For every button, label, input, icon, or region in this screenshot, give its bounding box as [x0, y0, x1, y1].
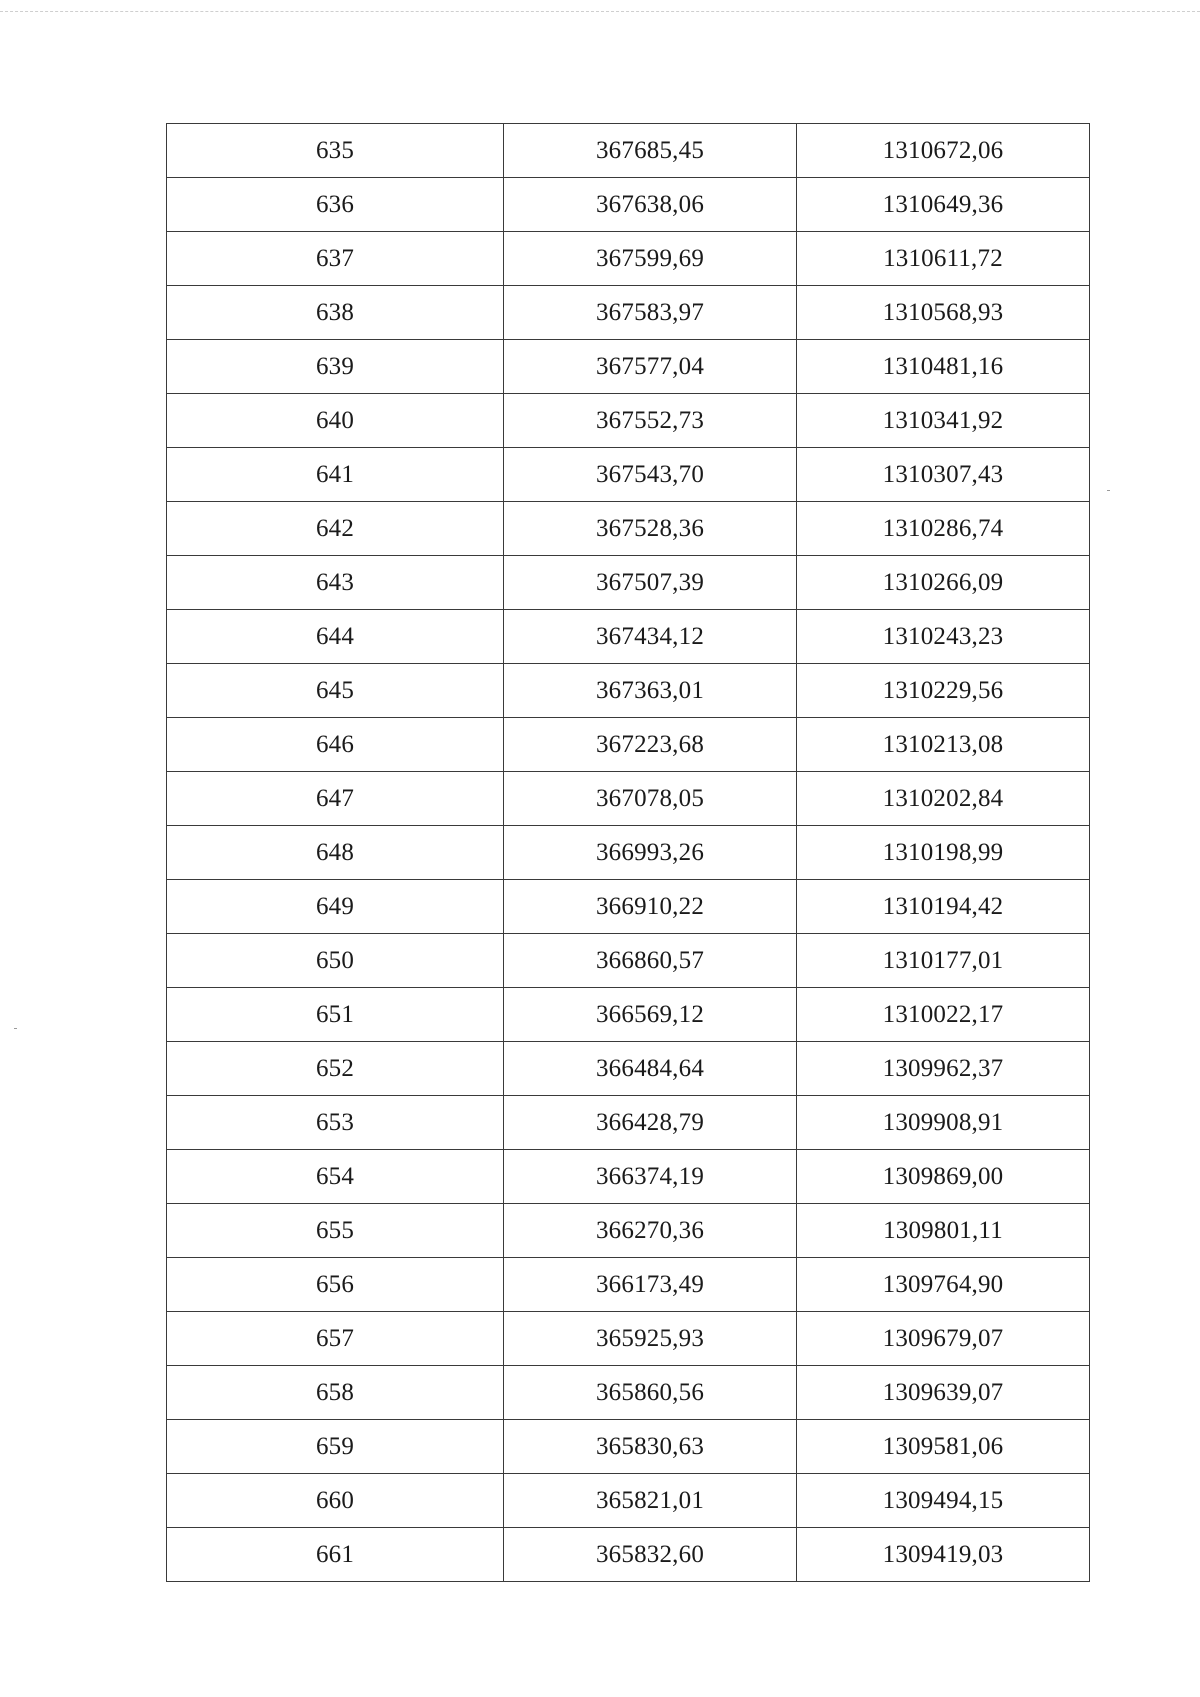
- table-row: [167, 772, 1090, 826]
- point-number-cell: 651: [167, 988, 504, 1042]
- table-row: [167, 988, 1090, 1042]
- y-coordinate-cell: 1309801,11: [797, 1204, 1090, 1258]
- y-coordinate-cell: 1310481,16: [797, 340, 1090, 394]
- y-coordinate-cell: 1310198,99: [797, 826, 1090, 880]
- y-coordinate-cell: 1309908,91: [797, 1096, 1090, 1150]
- table-row: [167, 934, 1090, 988]
- y-coordinate-cell: 1310229,56: [797, 664, 1090, 718]
- x-coordinate-cell: 367685,45: [504, 124, 797, 178]
- y-coordinate-cell: 1309494,15: [797, 1474, 1090, 1528]
- point-number-cell: 642: [167, 502, 504, 556]
- point-number-cell: 638: [167, 286, 504, 340]
- table-row: [167, 1420, 1090, 1474]
- table-row: [167, 178, 1090, 232]
- point-number-cell: 658: [167, 1366, 504, 1420]
- x-coordinate-cell: 367363,01: [504, 664, 797, 718]
- y-coordinate-cell: 1310213,08: [797, 718, 1090, 772]
- table-row: [167, 394, 1090, 448]
- y-coordinate-cell: 1310266,09: [797, 556, 1090, 610]
- x-coordinate-cell: 367543,70: [504, 448, 797, 502]
- x-coordinate-cell: 367638,06: [504, 178, 797, 232]
- point-number-cell: 653: [167, 1096, 504, 1150]
- y-coordinate-cell: 1310194,42: [797, 880, 1090, 934]
- table-row: [167, 1258, 1090, 1312]
- table-row: [167, 124, 1090, 178]
- x-coordinate-cell: 366270,36: [504, 1204, 797, 1258]
- point-number-cell: 650: [167, 934, 504, 988]
- y-coordinate-cell: 1310243,23: [797, 610, 1090, 664]
- scan-speck: [14, 1028, 17, 1029]
- point-number-cell: 647: [167, 772, 504, 826]
- x-coordinate-cell: 367507,39: [504, 556, 797, 610]
- scan-speck: [1107, 490, 1110, 491]
- y-coordinate-cell: 1310568,93: [797, 286, 1090, 340]
- table-row: [167, 1474, 1090, 1528]
- x-coordinate-cell: 367528,36: [504, 502, 797, 556]
- table-row: [167, 556, 1090, 610]
- x-coordinate-cell: 366993,26: [504, 826, 797, 880]
- point-number-cell: 643: [167, 556, 504, 610]
- y-coordinate-cell: 1309419,03: [797, 1528, 1090, 1582]
- y-coordinate-cell: 1309679,07: [797, 1312, 1090, 1366]
- y-coordinate-cell: 1309962,37: [797, 1042, 1090, 1096]
- table-row: [167, 826, 1090, 880]
- x-coordinate-cell: 366374,19: [504, 1150, 797, 1204]
- x-coordinate-cell: 367223,68: [504, 718, 797, 772]
- y-coordinate-cell: 1309581,06: [797, 1420, 1090, 1474]
- table-row: [167, 610, 1090, 664]
- table-row: [167, 448, 1090, 502]
- y-coordinate-cell: 1310286,74: [797, 502, 1090, 556]
- x-coordinate-cell: 366484,64: [504, 1042, 797, 1096]
- table-row: [167, 502, 1090, 556]
- point-number-cell: 646: [167, 718, 504, 772]
- scan-edge-line: [0, 11, 1200, 12]
- y-coordinate-cell: 1310341,92: [797, 394, 1090, 448]
- x-coordinate-cell: 365860,56: [504, 1366, 797, 1420]
- x-coordinate-cell: 365821,01: [504, 1474, 797, 1528]
- x-coordinate-cell: 365925,93: [504, 1312, 797, 1366]
- point-number-cell: 652: [167, 1042, 504, 1096]
- point-number-cell: 657: [167, 1312, 504, 1366]
- y-coordinate-cell: 1309869,00: [797, 1150, 1090, 1204]
- table-row: [167, 1528, 1090, 1582]
- table-row: [167, 664, 1090, 718]
- point-number-cell: 661: [167, 1528, 504, 1582]
- point-number-cell: 644: [167, 610, 504, 664]
- x-coordinate-cell: 367599,69: [504, 232, 797, 286]
- point-number-cell: 639: [167, 340, 504, 394]
- coordinates-table-body: [167, 124, 1090, 1582]
- point-number-cell: 636: [167, 178, 504, 232]
- table-row: [167, 286, 1090, 340]
- point-number-cell: 637: [167, 232, 504, 286]
- point-number-cell: 655: [167, 1204, 504, 1258]
- x-coordinate-cell: 366173,49: [504, 1258, 797, 1312]
- y-coordinate-cell: 1309639,07: [797, 1366, 1090, 1420]
- y-coordinate-cell: 1310611,72: [797, 232, 1090, 286]
- table-row: [167, 1042, 1090, 1096]
- table-row: [167, 880, 1090, 934]
- y-coordinate-cell: 1310177,01: [797, 934, 1090, 988]
- x-coordinate-cell: 366569,12: [504, 988, 797, 1042]
- x-coordinate-cell: 365832,60: [504, 1528, 797, 1582]
- x-coordinate-cell: 367552,73: [504, 394, 797, 448]
- point-number-cell: 660: [167, 1474, 504, 1528]
- x-coordinate-cell: 367583,97: [504, 286, 797, 340]
- point-number-cell: 654: [167, 1150, 504, 1204]
- y-coordinate-cell: 1310202,84: [797, 772, 1090, 826]
- point-number-cell: 640: [167, 394, 504, 448]
- x-coordinate-cell: 366910,22: [504, 880, 797, 934]
- x-coordinate-cell: 367577,04: [504, 340, 797, 394]
- point-number-cell: 645: [167, 664, 504, 718]
- point-number-cell: 649: [167, 880, 504, 934]
- table-row: [167, 340, 1090, 394]
- x-coordinate-cell: 367434,12: [504, 610, 797, 664]
- table-row: [167, 1096, 1090, 1150]
- point-number-cell: 656: [167, 1258, 504, 1312]
- x-coordinate-cell: 366860,57: [504, 934, 797, 988]
- x-coordinate-cell: 365830,63: [504, 1420, 797, 1474]
- table-row: [167, 1204, 1090, 1258]
- y-coordinate-cell: 1310649,36: [797, 178, 1090, 232]
- y-coordinate-cell: 1310307,43: [797, 448, 1090, 502]
- x-coordinate-cell: 367078,05: [504, 772, 797, 826]
- x-coordinate-cell: 366428,79: [504, 1096, 797, 1150]
- point-number-cell: 648: [167, 826, 504, 880]
- table-row: [167, 232, 1090, 286]
- coordinates-table: [166, 123, 1090, 1582]
- y-coordinate-cell: 1309764,90: [797, 1258, 1090, 1312]
- table-row: [167, 1150, 1090, 1204]
- y-coordinate-cell: 1310022,17: [797, 988, 1090, 1042]
- point-number-cell: 659: [167, 1420, 504, 1474]
- table-row: [167, 1312, 1090, 1366]
- table-row: [167, 1366, 1090, 1420]
- point-number-cell: 635: [167, 124, 504, 178]
- table-row: [167, 718, 1090, 772]
- y-coordinate-cell: 1310672,06: [797, 124, 1090, 178]
- point-number-cell: 641: [167, 448, 504, 502]
